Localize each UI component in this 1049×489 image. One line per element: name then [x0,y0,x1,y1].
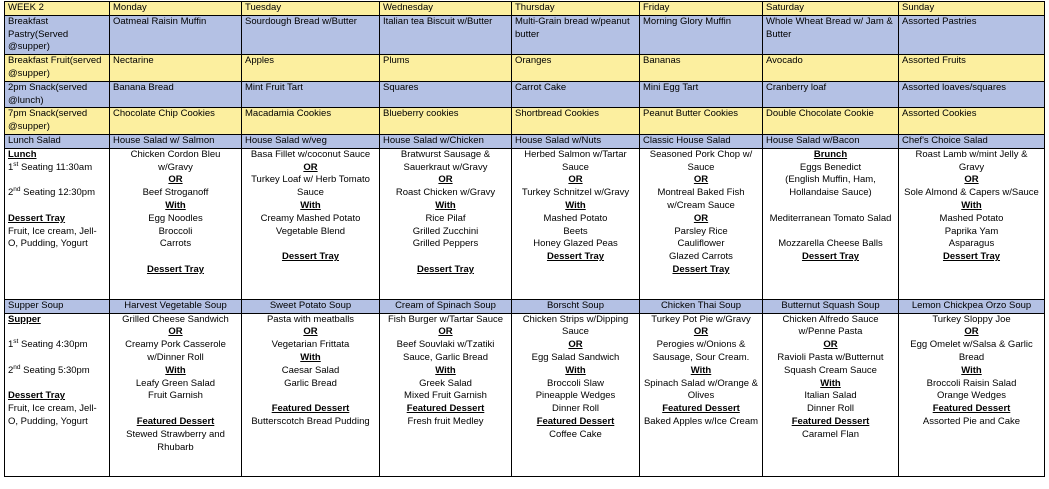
seating-number: 2 [8,364,14,376]
supper-soup-monday: Harvest Vegetable Soup [110,299,242,313]
menu-item: Spinach Salad w/Orange & Olives [643,377,759,402]
menu-item: Carrots [159,238,192,250]
menu-item: Chicken Cordon Bleu w/Gravy [130,148,221,173]
menu-item: Bratwurst Sausage & Sauerkraut w/Gravy [400,148,491,173]
section-heading: Dessert Tray [146,263,205,275]
blank-line [8,326,106,339]
section-heading: Dessert Tray [8,390,66,402]
menu-cell-wednesday: Italian tea Biscuit w/Butter [380,15,512,54]
menu-item: Eggs Benedict [799,161,862,173]
row-7pm-snack [5,108,1045,135]
menu-item: Vegetarian Frittata [271,339,350,351]
supper-soup-friday: Chicken Thai Soup [640,299,763,313]
menu-item: Chicken Alfredo Sauce w/Penne Pasta [782,313,879,338]
menu-item: Beets [563,225,588,237]
menu-cell-wednesday: House Salad w/Chicken [380,134,512,148]
menu-item: Beef Souvlaki w/Tzatiki Sauce, Garlic Bread [396,339,495,363]
supper-soup-wednesday: Cream of Spinach Soup [380,299,512,313]
row-label: 2pm Snack(served @lunch) [5,81,110,108]
menu-item: Fresh fruit Medley [407,415,484,427]
menu-item: Fruit Garnish [148,390,203,402]
ordinal-suffix: st [13,160,19,168]
menu-item: Herbed Salmon w/Tartar Sauce [524,148,627,173]
lunch-cell-saturday [763,148,899,299]
menu-cell-wednesday: Squares [380,81,512,108]
menu-cell-monday: Banana Bread [110,81,242,108]
menu-item: Chicken Strips w/Dipping Sauce [522,313,629,338]
menu-item: Italian Salad [804,390,857,402]
section-heading: OR [693,326,709,338]
menu-item: Roast Chicken w/Gravy [395,187,496,199]
menu-cell-monday: Nectarine [110,55,242,82]
blank-line [8,352,106,365]
seating-text: Seating 11:30am [18,161,93,173]
menu-item: Roast Lamb w/mint Jelly & Gravy [915,148,1028,173]
lunch-cell-friday [640,148,763,299]
menu-cell-friday: Bananas [640,55,763,82]
lunch-cell-monday [110,148,242,299]
menu-item: Caramel Flan [801,428,860,440]
section-heading: OR [168,326,183,338]
section-heading: With [435,364,456,376]
menu-cell-saturday: Double Chocolate Cookie [763,108,899,135]
menu-item: Creamy Mashed Potato [260,212,361,224]
supper-label-cell [5,313,110,476]
blank-line [383,251,508,264]
menu-cell-saturday: House Salad w/Bacon [763,134,899,148]
menu-item: Fruit, Ice cream, Jell-O, Pudding, Yogurt [8,225,97,250]
menu-cell-wednesday: Plums [380,55,512,82]
menu-item: Egg Salad Sandwich [531,351,620,363]
menu-item: Paprika Yam [944,225,999,237]
seating-time [8,162,106,175]
blank-line [766,200,895,213]
menu-item: Baked Apples w/Ice Cream [643,415,759,427]
seating-text: Seating 4:30pm [18,339,88,351]
menu-cell-monday: Chocolate Chip Cookies [110,108,242,135]
section-heading: OR [303,161,318,173]
seating-text: Seating 12:30pm [20,187,96,199]
lunch-cell-sunday [899,148,1045,299]
supper-soup-row [5,299,1045,313]
section-heading: OR [693,174,709,186]
seating-time [8,187,106,200]
menu-item: Grilled Zucchini [412,225,479,237]
menu-cell-sunday: Chef's Choice Salad [899,134,1045,148]
section-heading: With [565,199,586,211]
section-heading: OR [438,174,453,186]
lunch-row [5,148,1045,299]
menu-item: Beef Stroganoff [142,187,209,199]
row-label: Breakfast Fruit(served @supper) [5,55,110,82]
day-header-tuesday: Tuesday [242,2,380,16]
menu-item: Mozzarella Cheese Balls [778,238,883,250]
menu-item: Grilled Cheese Sandwich [122,313,229,325]
menu-item: Dinner Roll [552,403,599,415]
menu-item: Assorted Pie and Cake [922,415,1021,427]
menu-item: Turkey Schnitzel w/Gravy [521,187,630,199]
section-heading: Dessert Tray [801,251,860,263]
section-heading: Featured Dessert [406,403,485,415]
menu-cell-friday: Peanut Butter Cookies [640,108,763,135]
menu-cell-sunday: Assorted Pastries [899,15,1045,54]
menu-cell-saturday: Avocado [763,55,899,82]
menu-item: Orange Wedges [936,390,1006,402]
blank-line [8,174,106,187]
menu-item: Parsley Rice [674,225,728,237]
day-header-saturday: Saturday [763,2,899,16]
section-heading: OR [964,174,979,186]
menu-cell-saturday: Whole Wheat Bread w/ Jam & Butter [763,15,899,54]
menu-item: Pineapple Wedges [535,390,616,402]
menu-item: Stewed Strawberry and Rhubarb [126,428,225,453]
menu-item: Fish Burger w/Tartar Sauce [387,313,504,325]
section-heading: OR [168,174,183,186]
menu-item: Turkey Pot Pie w/Gravy [651,313,751,325]
section-heading: OR [438,326,453,338]
section-heading: With [961,199,982,211]
menu-item: Perogies w/Onions & Sausage, Sour Cream. [652,339,750,363]
menu-item: Fruit, Ice cream, Jell-O, Pudding, Yogurt [8,403,97,427]
menu-item: Broccoli Slaw [546,377,605,389]
blank-line [8,378,106,391]
lunch-cell-wednesday [380,148,512,299]
menu-item: Mediterranean Tomato Salad [769,212,892,224]
blank-line [113,403,238,416]
menu-item: Glazed Carrots [669,251,733,263]
menu-cell-wednesday: Blueberry cookies [380,108,512,135]
menu-cell-thursday: Shortbread Cookies [512,108,640,135]
header-row [5,2,1045,16]
section-heading: Supper [8,313,41,325]
menu-item: Butterscotch Bread Pudding [251,415,370,427]
section-heading: OR [693,212,709,224]
menu-item: Mashed Potato [939,212,1004,224]
menu-item: Honey Glazed Peas [533,238,618,250]
menu-cell-thursday: Multi-Grain bread w/peanut butter [512,15,640,54]
menu-item: Caesar Salad [281,364,340,376]
section-heading: OR [568,174,583,186]
row-breakfast-fruit [5,55,1045,82]
supper-cell-tuesday [242,313,380,476]
section-heading: With [300,351,321,363]
row-2pm-snack [5,81,1045,108]
menu-cell-tuesday: House Salad w/veg [242,134,380,148]
section-heading: With [165,364,186,376]
menu-item: Grilled Peppers [412,238,479,250]
day-header-sunday: Sunday [899,2,1045,16]
menu-item: Broccoli [158,225,193,237]
section-heading: With [300,199,321,211]
simple-rows [5,15,1045,148]
day-header-wednesday: Wednesday [380,2,512,16]
menu-item: Turkey Sloppy Joe [932,313,1011,325]
menu-cell-thursday: Carrot Cake [512,81,640,108]
menu-item: Mashed Potato [543,212,608,224]
section-heading: OR [823,339,838,351]
menu-cell-sunday: Assorted loaves/squares [899,81,1045,108]
section-heading: Featured Dessert [662,403,740,415]
menu-item: Egg Omelet w/Salsa & Garlic Bread [910,339,1033,363]
menu-item: Vegetable Blend [275,225,346,237]
menu-cell-saturday: Cranberry loaf [763,81,899,108]
menu-item: Leafy Green Salad [135,377,216,389]
section-heading: With [820,377,841,389]
supper-soup-saturday: Butternut Squash Soup [763,299,899,313]
menu-item: Mixed Fruit Garnish [404,390,487,402]
menu-cell-sunday: Assorted Fruits [899,55,1045,82]
menu-cell-thursday: Oranges [512,55,640,82]
section-heading: Featured Dessert [136,415,215,427]
row-lunch-salad [5,134,1045,148]
menu-item: Cauliflower [677,238,725,250]
lunch-label-cell [5,148,110,299]
menu-item: Coffee Cake [549,428,602,440]
menu-item: Egg Noodles [148,212,203,224]
ordinal-suffix: st [13,338,19,345]
supper-cell-sunday [899,313,1045,476]
supper-cell-friday [640,313,763,476]
section-heading: Featured Dessert [536,415,615,427]
section-heading: Dessert Tray [8,212,66,224]
section-heading: Brunch [813,148,848,160]
day-header-monday: Monday [110,2,242,16]
section-heading: Dessert Tray [281,251,340,263]
seating-number: 1 [8,161,14,173]
menu-cell-tuesday: Macadamia Cookies [242,108,380,135]
section-heading: OR [568,339,583,351]
menu-item: Seasoned Pork Chop w/ Sauce [649,148,753,173]
section-heading: With [565,364,586,376]
day-header-friday: Friday [640,2,763,16]
supper-soup-thursday: Borscht Soup [512,299,640,313]
ordinal-suffix: nd [13,186,21,193]
menu-item: Basa Fillet w/coconut Sauce [250,148,371,160]
supper-row [5,313,1045,476]
menu-cell-sunday: Assorted Cookies [899,108,1045,135]
supper-cell-thursday [512,313,640,476]
menu-cell-monday: Oatmeal Raisin Muffin [110,15,242,54]
section-heading: Dessert Tray [416,263,475,275]
section-heading: OR [964,326,979,338]
section-heading: Featured Dessert [271,403,350,415]
menu-item: Broccoli Raisin Salad [926,377,1017,389]
section-heading: Featured Dessert [791,415,870,427]
section-heading: Featured Dessert [932,403,1011,415]
menu-cell-friday: Mini Egg Tart [640,81,763,108]
menu-item: Montreal Baked Fish w/Cream Sauce [657,187,745,211]
menu-item: Rice Pilaf [425,212,466,224]
supper-soup-label: Supper Soup [5,299,110,313]
ordinal-suffix: nd [13,363,21,371]
blank-line [766,226,895,239]
menu-cell-tuesday: Mint Fruit Tart [242,81,380,108]
week-label: WEEK 2 [5,2,110,16]
menu-item: Dinner Roll [807,403,854,415]
blank-line [113,251,238,264]
menu-item: (English Muffin, Ham, Hollandaise Sauce) [785,174,876,199]
menu-item: Turkey Loaf w/ Herb Tomato Sauce [251,174,370,199]
section-heading: With [435,199,456,211]
menu-cell-friday: Classic House Salad [640,134,763,148]
day-header-thursday: Thursday [512,2,640,16]
supper-cell-wednesday [380,313,512,476]
section-heading: OR [303,326,318,338]
blank-line [8,200,106,213]
seating-number: 1 [8,339,14,351]
seating-text: Seating 5:30pm [20,364,90,376]
seating-number: 2 [8,187,14,199]
seating-time [8,339,106,352]
menu-item: Sole Almond & Capers w/Sauce [904,187,1039,199]
menu-item: Creamy Pork Casserole w/Dinner Roll [125,339,226,363]
menu-item: Greek Salad [419,377,472,389]
row-label: 7pm Snack(served @supper) [5,108,110,135]
supper-soup-sunday: Lemon Chickpea Orzo Soup [899,299,1045,313]
section-heading: Dessert Tray [942,251,1001,263]
section-heading: Dessert Tray [546,251,605,263]
menu-cell-friday: Morning Glory Muffin [640,15,763,54]
menu-cell-monday: House Salad w/ Salmon [110,134,242,148]
row-label: Breakfast Pastry(Served @supper) [5,15,110,54]
supper-cell-saturday [763,313,899,476]
blank-line [245,390,376,403]
menu-item: Asparagus [948,238,995,250]
menu-item: Garlic Bread [284,377,337,389]
supper-cell-monday [110,313,242,476]
lunch-cell-thursday [512,148,640,299]
section-heading: With [165,199,186,211]
menu-cell-tuesday: Apples [242,55,380,82]
menu-item: Pasta with meatballs [266,313,355,325]
section-heading: Dessert Tray [672,263,730,275]
lunch-cell-tuesday [242,148,380,299]
section-heading: With [961,364,982,376]
menu-cell-tuesday: Sourdough Bread w/Butter [242,15,380,54]
section-heading: Lunch [8,148,37,160]
blank-line [245,238,376,251]
section-heading: With [690,364,712,376]
menu-item: Ravioli Pasta w/Butternut Squash Cream Sauce [777,351,884,376]
seating-time [8,365,106,378]
menu-cell-thursday: House Salad w/Nuts [512,134,640,148]
row-breakfast-pastry [5,15,1045,54]
row-label: Lunch Salad [5,134,110,148]
weekly-menu-table [4,1,1045,477]
supper-soup-tuesday: Sweet Potato Soup [242,299,380,313]
